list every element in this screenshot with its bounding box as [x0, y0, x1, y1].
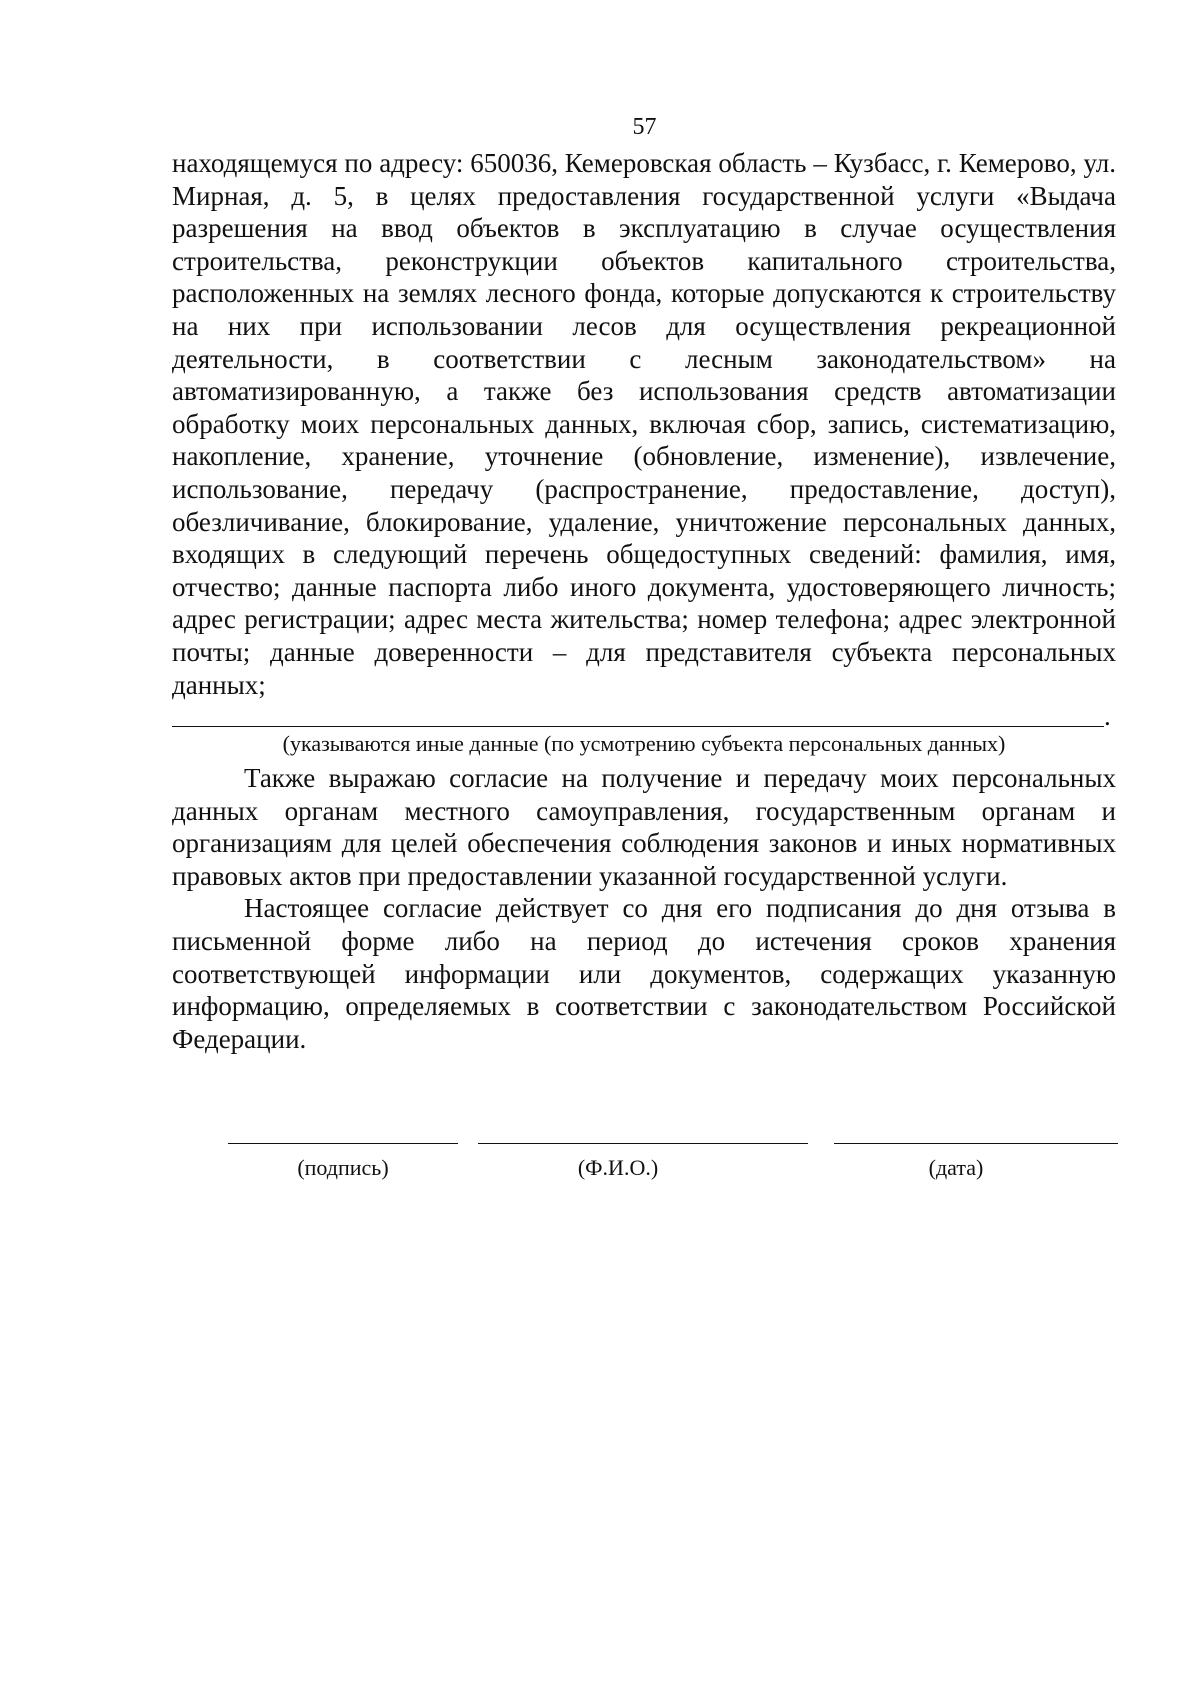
page-number: 57 [632, 114, 657, 140]
signature-line [228, 1143, 458, 1144]
consent-lower-body [172, 762, 1116, 1055]
transfer-consent-paragraph: Также выражаю согласие на получение и передачу моих персональных данных органам местного самоуправления, государственным органам и организациям для целей обеспечения соблюдения законов и иных нормативных правовых актов при предоставлении указанной государственной услуги. [172, 763, 1116, 891]
full-name-line [478, 1143, 808, 1144]
other-data-blank-line [172, 708, 1104, 727]
blank-line-period: . [1104, 701, 1111, 731]
full-name-caption: (Ф.И.О.) [577, 1155, 659, 1180]
consent-paragraph: находящемуся по адресу: 650036, Кемеровская область – Кузбасс, г. Кемерово, ул. Мирная, д. 5, в целях предоставления государственной услуги «Выдача разрешения на ввод объектов в эксплуатацию в случае осуществления строительства, реконструкции объектов капитального строительства, расположенных на землях лесного фонда, которые допускаются к строительству на них при использовании лесов для осуществления рекреационной деятельности, в соответствии с лесным законодательством» на автоматизированную, а также без использования средств автоматизации обработку моих персональных данных, включая сбор, запись, систематизацию, накопление, хранение, уточнение (обновление, изменение), извлечение, использование, передачу (распространение, предоставление, доступ), обезличивание, блокирование, удаление, уничтожение персональных данных, входящих в следующий перечень общедоступных сведений: фамилия, имя, отчество; данные паспорта либо иного документа, удостоверяющего личность; адрес регистрации; адрес места жительства; номер телефона; адрес электронной почты; данные доверенности – для представителя субъекта персональных данных; [172, 148, 1116, 700]
date-line [834, 1143, 1118, 1144]
other-data-caption: (указываются иные данные (по усмотрению субъекта персональных данных) [282, 731, 1006, 756]
consent-body [172, 147, 1116, 701]
validity-paragraph: Настоящее согласие действует со дня его подписания до дня отзыва в письменной форме либо на период до истечения сроков хранения соответствующей информации или документов, содержащих указанную информацию, определяемых в соответствии с законодательством Российской Федерации. [172, 893, 1116, 1054]
date-caption: (дата) [928, 1155, 984, 1180]
signature-caption: (подпись) [297, 1155, 389, 1180]
